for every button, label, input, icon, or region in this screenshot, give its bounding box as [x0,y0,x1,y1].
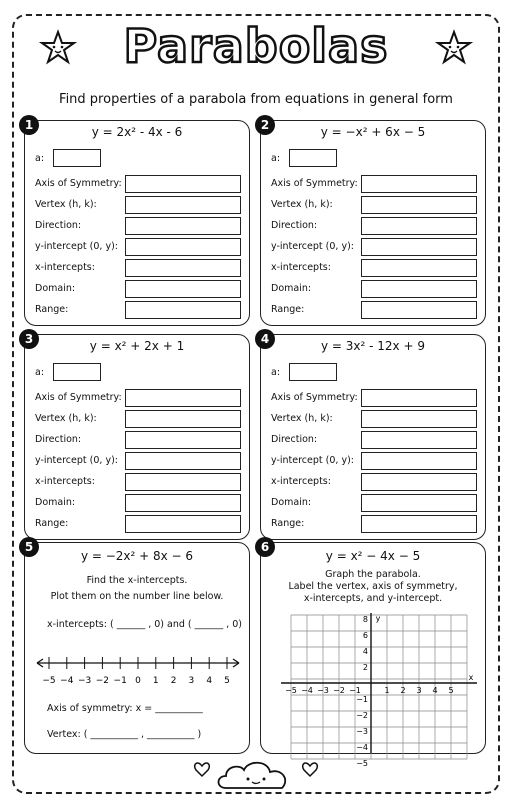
x-tick-label: 2 [400,686,406,695]
number-line-tick-label: −5 [42,676,56,686]
number-line-tick-label: 5 [224,676,230,686]
domain-answer-box[interactable] [361,280,477,298]
x-axis-label: x [468,673,474,682]
range-answer-box[interactable] [125,301,241,319]
range-answer-box[interactable] [125,515,241,533]
number-line-tick-label: 3 [188,676,195,686]
range-label: Range: [35,304,69,315]
problem-1-panel [24,120,250,326]
y-tick-label: 6 [362,631,368,640]
domain-answer-box[interactable] [361,494,477,512]
x-tick-label: 4 [432,686,438,695]
number-line-tick-label: 4 [206,676,213,686]
direction-label: Direction: [35,220,82,231]
axis-label: Axis of Symmetry: [271,178,358,189]
problem-number: 5 [19,537,39,557]
problem-6-panel [260,540,486,768]
y-tick-label: −4 [356,743,368,752]
range-label: Range: [271,304,305,315]
range-label: Range: [271,518,305,529]
xint-label: x-intercepts: [35,262,95,273]
problem-number: 1 [19,115,39,135]
vertex-answer-box[interactable] [361,196,477,214]
page-title: Parabolas [123,19,389,73]
a-answer-box[interactable] [53,363,101,381]
x-tick-label: 1 [384,686,390,695]
x-tick-label: −3 [317,686,329,695]
domain-answer-box[interactable] [125,494,241,512]
direction-answer-box[interactable] [361,431,477,449]
problem-number: 2 [255,115,275,135]
domain-answer-box[interactable] [125,280,241,298]
y-tick-label: −1 [356,695,368,704]
axis-label: Axis of Symmetry: [35,178,122,189]
vertex-answer-box[interactable] [361,410,477,428]
direction-label: Direction: [35,434,82,445]
x-tick-label: 3 [416,686,422,695]
cloud-hearts-decoration [190,752,322,792]
problem-number: 4 [255,329,275,349]
a-answer-box[interactable] [289,363,337,381]
xint-answer-box[interactable] [125,473,241,491]
vertex-answer-box[interactable] [125,196,241,214]
y-tick-label: −5 [356,759,368,768]
axis-answer-box[interactable] [361,389,477,407]
x-tick-label: −2 [333,686,345,695]
yint-answer-box[interactable] [361,452,477,470]
instruction-line: Graph the parabola. [325,569,421,580]
xint-answer-box[interactable] [361,259,477,277]
yint-label: y-intercept (0, y): [271,455,354,466]
vertex-prompt: Vertex: ( __________ , __________ ) [47,729,202,740]
problem-equation: y = −x² + 6x − 5 [320,125,426,139]
problem-equation: y = 3x² - 12x + 9 [321,339,425,353]
a-answer-box[interactable] [53,149,101,167]
number-line [33,651,243,691]
instruction-line: Find the x-intercepts. [86,575,188,586]
yint-answer-box[interactable] [361,238,477,256]
vertex-answer-box[interactable] [125,410,241,428]
y-tick-label: 4 [362,647,368,656]
x-intercepts-prompt: x-intercepts: ( ______ , 0) and ( ______ , 0) [47,619,242,630]
direction-answer-box[interactable] [125,431,241,449]
xint-answer-box[interactable] [125,259,241,277]
yint-answer-box[interactable] [125,452,241,470]
problem-equation: y = x² − 4x − 5 [325,549,421,563]
range-label: Range: [35,518,69,529]
x-tick-label: 5 [448,686,454,695]
yint-label: y-intercept (0, y): [35,455,118,466]
number-line-tick-label: 0 [135,676,141,686]
a-label: a: [271,367,281,378]
problem-5-panel [24,542,250,754]
number-line-tick-label: 1 [152,676,159,686]
yint-answer-box[interactable] [125,238,241,256]
instruction-line: x-intercepts, and y-intercept. [303,593,443,604]
x-tick-label: −5 [285,686,297,695]
y-axis-label: y [375,614,381,623]
a-label: a: [35,367,45,378]
number-line-tick-label: −3 [77,676,92,686]
y-tick-label: 8 [362,615,368,624]
axis-answer-box[interactable] [361,175,477,193]
number-line-tick-label: −4 [60,676,74,686]
number-line-tick-label: −1 [113,676,127,686]
xint-label: x-intercepts: [35,476,95,487]
y-tick-label: 2 [362,663,368,672]
x-tick-label: −1 [349,686,361,695]
vertex-label: Vertex (h, k): [271,413,333,424]
instruction-line: Label the vertex, axis of symmetry, [288,581,458,592]
yint-label: y-intercept (0, y): [271,241,354,252]
xint-answer-box[interactable] [361,473,477,491]
a-label: a: [35,153,45,164]
x-tick-label: −4 [301,686,313,695]
problem-2-panel [260,120,486,326]
page-subtitle: Find properties of a parabola from equations in general form [59,92,453,107]
problem-4-panel [260,334,486,540]
number-line-tick-label: 2 [170,676,177,686]
problem-number: 3 [19,329,39,349]
axis-of-symmetry-prompt: Axis of symmetry: x = __________ [47,703,203,714]
range-answer-box[interactable] [361,301,477,319]
direction-label: Direction: [271,220,318,231]
y-tick-label: −3 [356,727,368,736]
axis-label: Axis of Symmetry: [35,392,122,403]
axis-answer-box[interactable] [125,175,241,193]
direction-label: Direction: [271,434,318,445]
problem-number: 6 [255,537,275,557]
axis-answer-box[interactable] [125,389,241,407]
yint-label: y-intercept (0, y): [35,241,118,252]
domain-label: Domain: [271,497,312,508]
domain-label: Domain: [35,283,76,294]
problem-3-panel [24,334,250,540]
vertex-label: Vertex (h, k): [271,199,333,210]
domain-label: Domain: [35,497,76,508]
xint-label: x-intercepts: [271,476,331,487]
number-line-tick-label: −2 [95,676,110,686]
vertex-label: Vertex (h, k): [35,199,97,210]
problem-equation: y = −2x² + 8x − 6 [80,549,194,563]
axis-label: Axis of Symmetry: [271,392,358,403]
direction-answer-box[interactable] [125,217,241,235]
problem-equation: y = x² + 2x + 1 [89,339,185,353]
xint-label: x-intercepts: [271,262,331,273]
range-answer-box[interactable] [361,515,477,533]
coordinate-grid[interactable] [281,613,477,768]
instruction-line: Plot them on the number line below. [50,591,224,602]
domain-label: Domain: [271,283,312,294]
y-tick-label: −2 [356,711,368,720]
a-answer-box[interactable] [289,149,337,167]
vertex-label: Vertex (h, k): [35,413,97,424]
a-label: a: [271,153,281,164]
problem-equation: y = 2x² - 4x - 6 [91,125,183,139]
direction-answer-box[interactable] [361,217,477,235]
